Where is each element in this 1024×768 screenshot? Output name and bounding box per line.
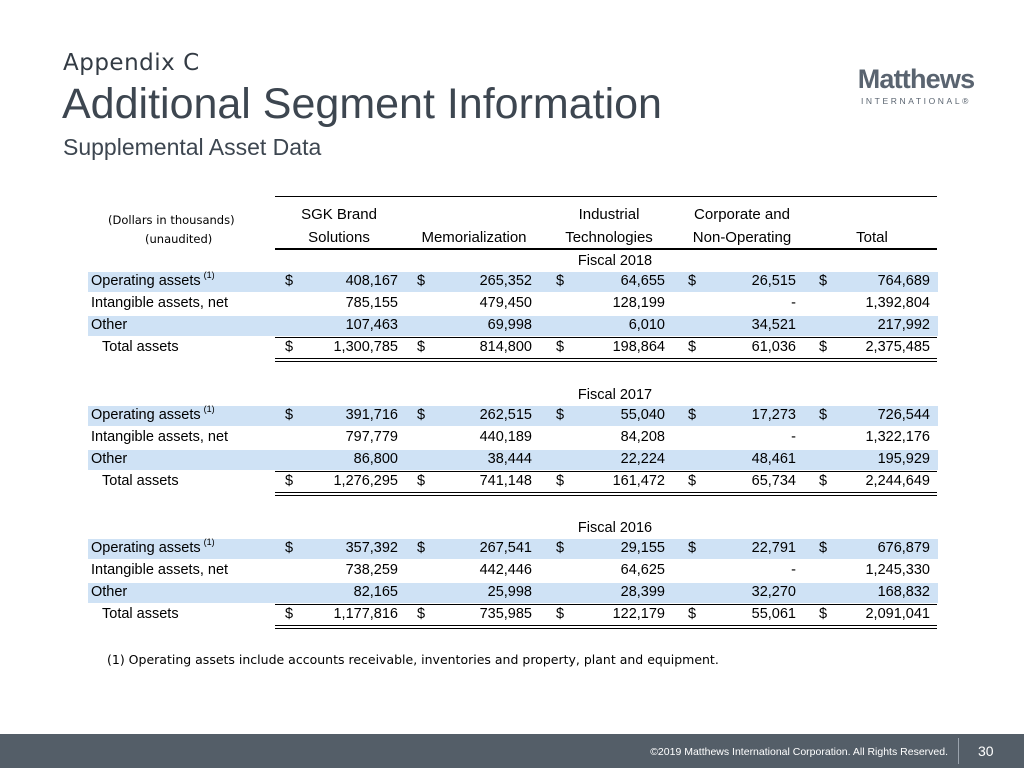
currency-symbol: $ [819,473,828,489]
currency-symbol: $ [417,407,426,423]
row-label [91,451,127,467]
row-label-text: Intangible assets, net [91,429,229,445]
table-cell-value: 440,189 [479,429,532,445]
currency-symbol: $ [556,407,565,423]
column-header-line2: Memorialization [421,229,527,246]
row-label [91,295,228,311]
currency-symbol: $ [556,339,565,355]
table-cell-value: 1,276,295 [333,473,398,489]
row-label-text: Other [91,451,128,467]
currency-symbol: $ [688,339,697,355]
row-label [91,562,228,578]
subtotal-rule [275,604,937,605]
table-cell-value: 64,625 [620,562,665,578]
footnote-marker: (1) [203,404,215,414]
table-cell-value: 26,515 [751,273,796,289]
column-header-line2: Technologies [565,229,653,246]
table-cell-value: 84,208 [620,429,665,445]
table-cell-value: 1,177,816 [333,606,398,622]
company-logo [852,64,980,106]
table-cell-value: 29,155 [620,540,665,556]
table-cell-value: 785,155 [345,295,398,311]
table-cell-value: 168,832 [877,584,930,600]
currency-symbol: $ [556,606,565,622]
table-cell-value: 738,259 [345,562,398,578]
table-cell-value: 217,992 [877,317,930,333]
table-cell-value: 22,224 [620,451,665,467]
table-cell-value: 2,375,485 [865,339,930,355]
row-label-text: Total assets [102,339,179,355]
currency-symbol: $ [688,606,697,622]
fiscal-year-heading: Fiscal 2018 [577,253,653,269]
unaudited-note: (unaudited) [145,232,213,246]
currency-symbol: $ [819,339,828,355]
logo-subtitle: INTERNATIONAL® [860,96,972,106]
table-cell-value: 726,544 [877,407,930,423]
currency-symbol: $ [556,273,565,289]
currency-symbol: $ [688,407,697,423]
currency-symbol: $ [417,473,426,489]
currency-symbol: $ [417,540,426,556]
subtotal-rule [275,471,937,472]
row-label [91,429,228,445]
table-cell-value: 17,273 [751,407,796,423]
column-header-line2: Non-Operating [692,229,792,246]
currency-symbol: $ [417,606,426,622]
table-cell-value: 32,270 [751,584,796,600]
appendix-label: Appendix C [63,50,200,76]
table-cell-value: 28,399 [620,584,665,600]
row-label-text: Operating assets [91,540,201,556]
table-cell-value: 107,463 [345,317,398,333]
currency-symbol: $ [285,606,294,622]
table-cell-value: 34,521 [751,317,796,333]
footnote: (1) Operating assets include accounts receivable, inventories and property, plant and equipment. [107,652,719,667]
currency-symbol: $ [819,407,828,423]
table-cell-value: 764,689 [877,273,930,289]
table-cell-value: 2,244,649 [865,473,930,489]
table-cell-value: 86,800 [353,451,398,467]
table-cell-value: 25,998 [487,584,532,600]
table-cell-value: - [791,562,796,578]
table-cell-value: 262,515 [479,407,532,423]
units-note: (Dollars in thousands) [108,213,235,227]
currency-symbol: $ [556,540,565,556]
row-label-text: Operating assets [91,407,201,423]
table-cell-value: 814,800 [479,339,532,355]
table-cell-value: 22,791 [751,540,796,556]
footnote-marker: (1) [203,537,215,547]
table-cell-value: 741,148 [479,473,532,489]
row-label-text: Total assets [102,473,179,489]
column-header-line2: Solutions [308,229,370,246]
currency-symbol: $ [417,339,426,355]
column-header-line1: Corporate and [694,206,790,223]
table-cell-value: - [791,295,796,311]
column-header-line2: Total [856,229,888,246]
row-label-text: Total assets [102,606,179,622]
table-cell-value: 65,734 [751,473,796,489]
row-label [91,317,127,333]
table-cell-value: 69,998 [487,317,532,333]
table-cell-value: 1,245,330 [865,562,930,578]
currency-symbol: $ [688,273,697,289]
table-cell-value: 55,040 [620,407,665,423]
row-label-text: Other [91,317,128,333]
page-number: 30 [978,743,994,759]
row-label-text: Other [91,584,128,600]
table-cell-value: 1,392,804 [865,295,930,311]
page-subtitle: Supplemental Asset Data [63,134,322,160]
column-header-line1: SGK Brand [301,206,377,223]
column-header-line1: Industrial [578,206,640,223]
table-cell-value: 128,199 [612,295,665,311]
footer-divider [958,738,959,764]
total-rule-1 [275,358,937,359]
footer-bar [0,734,1024,768]
table-cell-value: 48,461 [751,451,796,467]
table-cell-value: 442,446 [479,562,532,578]
row-label [91,537,215,556]
row-label-text: Intangible assets, net [91,562,229,578]
table-cell-value: 82,165 [353,584,398,600]
row-label [102,606,179,622]
total-rule-2 [275,361,937,362]
subtotal-rule [275,337,937,338]
table-cell-value: - [791,429,796,445]
currency-symbol: $ [819,606,828,622]
table-cell-value: 61,036 [751,339,796,355]
table-cell-value: 479,450 [479,295,532,311]
table-cell-value: 265,352 [479,273,532,289]
table-cell-value: 2,091,041 [865,606,930,622]
row-label [91,584,127,600]
total-rule-2 [275,495,937,496]
header-top-rule [275,196,937,197]
currency-symbol: $ [285,473,294,489]
table-cell-value: 408,167 [345,273,398,289]
table-cell-value: 55,061 [751,606,796,622]
currency-symbol: $ [417,273,426,289]
table-cell-value: 267,541 [479,540,532,556]
copyright-text: ©2019 Matthews International Corporation. All Rights Reserved. [650,746,948,758]
row-label [91,270,215,289]
currency-symbol: $ [688,540,697,556]
footnote-marker: (1) [203,270,215,280]
header-bottom-rule [275,248,937,250]
table-cell-value: 797,779 [345,429,398,445]
currency-symbol: $ [688,473,697,489]
row-label-text: Intangible assets, net [91,295,229,311]
table-cell-value: 391,716 [345,407,398,423]
row-label [91,404,215,423]
table-cell-value: 676,879 [877,540,930,556]
currency-symbol: $ [285,273,294,289]
table-cell-value: 357,392 [345,540,398,556]
table-cell-value: 1,322,176 [865,429,930,445]
total-rule-2 [275,628,937,629]
table-cell-value: 198,864 [612,339,665,355]
currency-symbol: $ [285,339,294,355]
currency-symbol: $ [819,540,828,556]
page-title: Additional Segment Information [62,80,662,128]
table-cell-value: 38,444 [487,451,532,467]
row-label-text: Operating assets [91,273,201,289]
currency-symbol: $ [285,407,294,423]
table-cell-value: 64,655 [620,273,665,289]
currency-symbol: $ [285,540,294,556]
total-rule-1 [275,625,937,626]
table-cell-value: 1,300,785 [333,339,398,355]
fiscal-year-heading: Fiscal 2016 [577,520,653,536]
table-cell-value: 122,179 [612,606,665,622]
total-rule-1 [275,492,937,493]
fiscal-year-heading: Fiscal 2017 [577,387,653,403]
logo-name: Matthews [857,64,975,94]
table-cell-value: 6,010 [628,317,665,333]
table-cell-value: 195,929 [877,451,930,467]
table-cell-value: 735,985 [479,606,532,622]
row-label [102,339,179,355]
row-label [102,473,179,489]
currency-symbol: $ [556,473,565,489]
table-cell-value: 161,472 [612,473,665,489]
currency-symbol: $ [819,273,828,289]
